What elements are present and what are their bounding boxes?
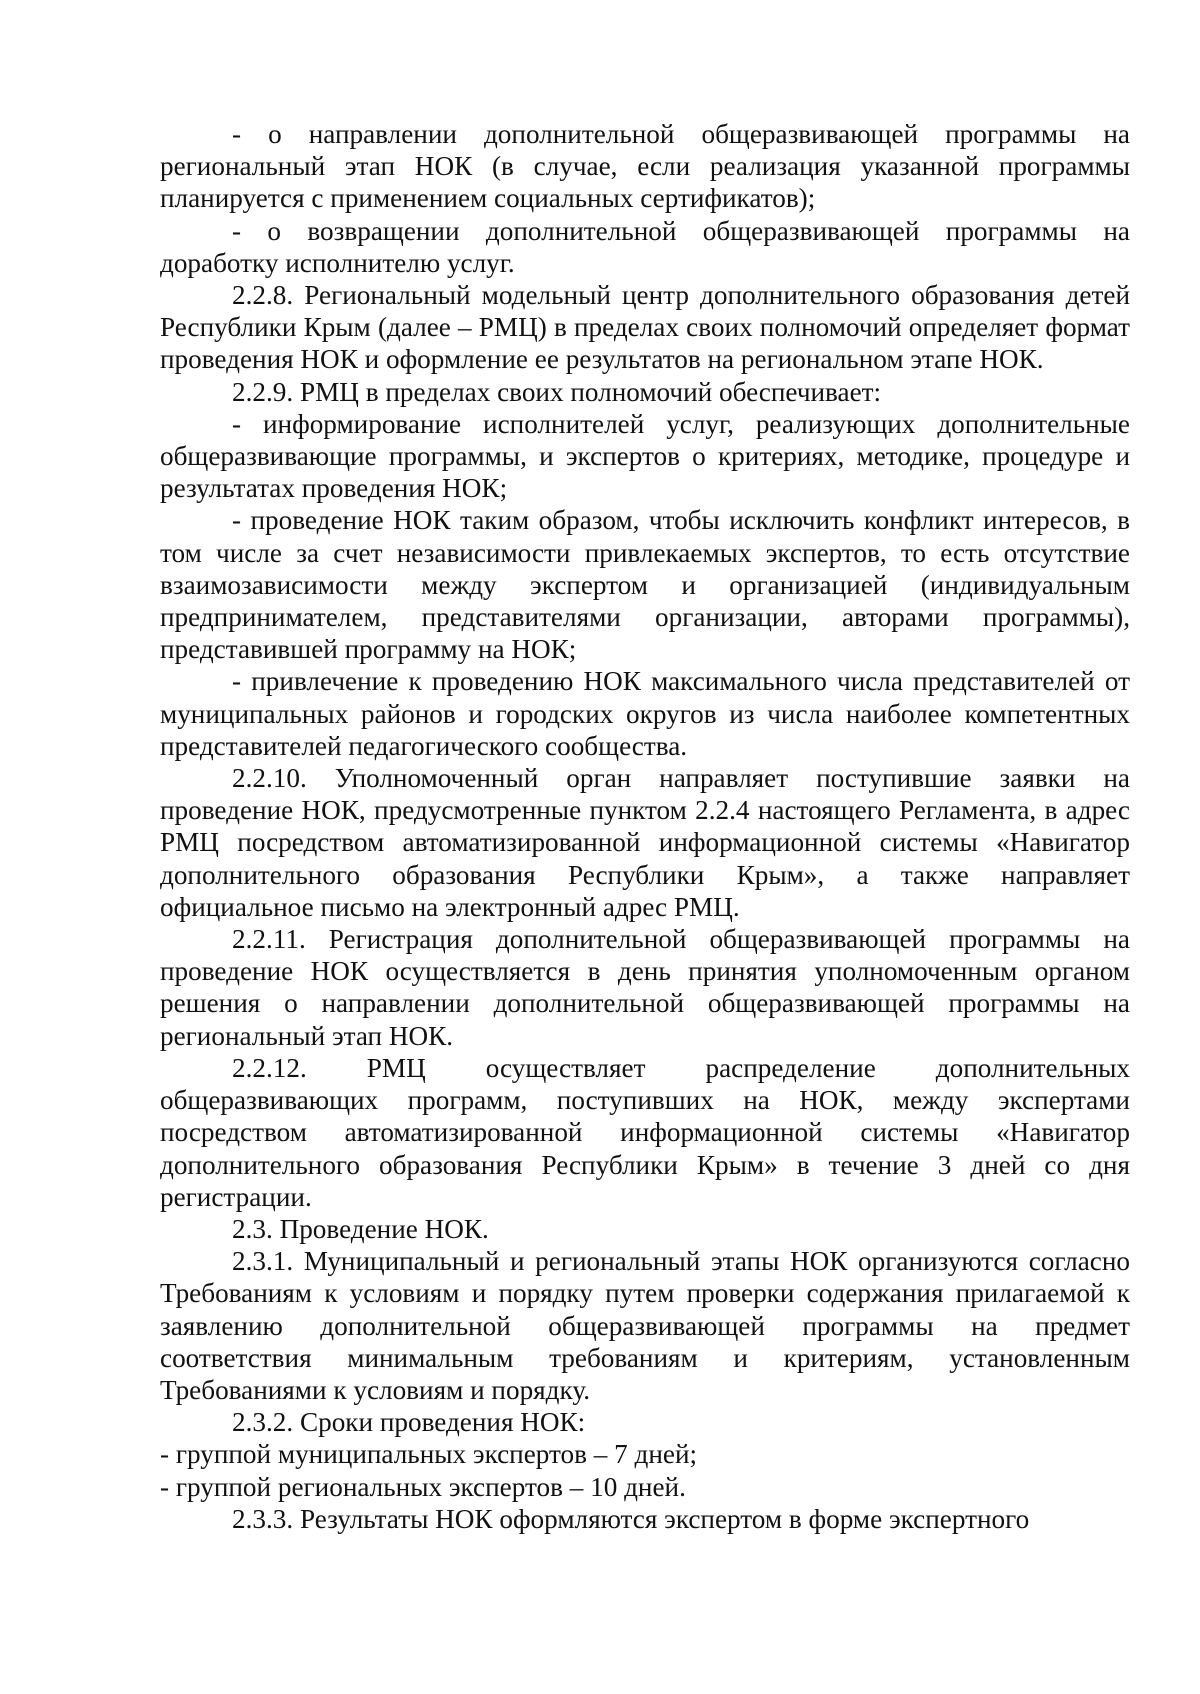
paragraph-municipal-experts: - группой муниципальных экспертов – 7 дней; bbox=[160, 1439, 698, 1470]
paragraph-2-3-1: 2.3.1. Муниципальный и региональный этапы НОК организуются согласно Требованиям к условиям и порядку путем проверки содержания прилагаемой к заявлению дополнительной общеразвивающей программы на предмет соответствия минимальным требованиям и критериям, установленным Требованиями к условиям и порядку. bbox=[160, 1246, 1130, 1405]
paragraph-2-2-10: 2.2.10. Уполномоченный орган направляет поступившие заявки на проведение НОК, предусмотренные пунктом 2.2.4 настоящего Регламента, в адрес РМЦ посредством автоматизированной информационной системы «Навигатор дополнительного образования Республики Крым», а также направляет официальное письмо на электронный адрес РМЦ. bbox=[160, 763, 1130, 922]
paragraph-involvement: - привлечение к проведению НОК максимального числа представителей от муниципальных районов и городских округов из числа наиболее компетентных представителей педагогического сообщества. bbox=[160, 666, 1130, 761]
paragraph-return-revision: - о возвращении дополнительной общеразвивающей программы на доработку исполнителю услуг. bbox=[160, 215, 1130, 278]
paragraph-2-3-3: 2.3.3. Результаты НОК оформляются экспертом в форме экспертного bbox=[232, 1503, 1030, 1534]
paragraph-2-2-12: 2.2.12. РМЦ осуществляет распределение дополнительных общеразвивающих программ, поступивших на НОК, между экспертами посредством автоматизированной информационной системы «Навигатор дополнительного образования Республики Крым» в течение 3 дней со дня регистрации. bbox=[160, 1052, 1130, 1212]
paragraph-informing: - информирование исполнителей услуг, реализующих дополнительные общеразвивающие программы, и экспертов о критериях, методике, процедуре и результатах проведения НОК; bbox=[160, 408, 1130, 504]
paragraph-2-3: 2.3. Проведение НОК. bbox=[232, 1213, 489, 1244]
paragraph-2-2-11: 2.2.11. Регистрация дополнительной общеразвивающей программы на проведение НОК осуществляется в день принятия уполномоченным органом решения о направлении дополнительной общеразвивающей программы на региональный этап НОК. bbox=[160, 924, 1130, 1051]
paragraph-2-2-8: 2.2.8. Региональный модельный центр дополнительного образования детей Республики Крым (далее – РМЦ) в пределах своих полномочий определяет формат проведения НОК и оформление ее результатов на региональном этапе НОК. bbox=[160, 280, 1130, 375]
paragraph-direction-regional: - о направлении дополнительной общеразвивающей программы на региональный этап НОК (в случае, если реализация указанной программы планируется с применением социальных сертификатов); bbox=[160, 119, 1130, 214]
paragraph-regional-experts: - группой региональных экспертов – 10 дней. bbox=[160, 1471, 686, 1502]
paragraph-2-3-2: 2.3.2. Сроки проведения НОК: bbox=[232, 1407, 586, 1438]
paragraph-conflict-interests: - проведение НОК таким образом, чтобы исключить конфликт интересов, в том числе за счет независимости привлекаемых экспертов, то есть отсутствие взаимозависимости между экспертом и организацией (индивидуальным предпринимателем, представителями организации, авторами программы), представившей программу на НОК; bbox=[160, 505, 1130, 665]
document-page bbox=[160, 118, 1130, 1535]
paragraph-2-2-9: 2.2.9. РМЦ в пределах своих полномочий обеспечивает: bbox=[232, 376, 882, 407]
